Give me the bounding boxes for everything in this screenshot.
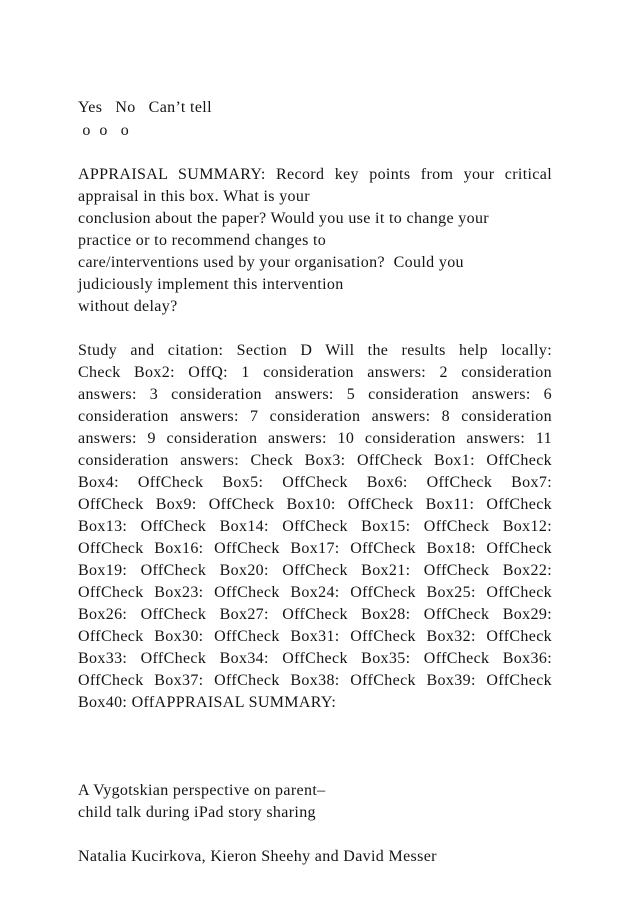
appraisal-line: without delay?	[78, 298, 178, 315]
form-line: OffCheck Box23: OffCheck Box24: OffCheck Box25: OffCheck	[78, 584, 552, 601]
article-authors: Natalia Kucirkova, Kieron Sheehy and David Messer	[78, 848, 437, 865]
answer-options-header: Yes No Can’t tell	[78, 99, 212, 116]
form-line: consideration answers: 7 consideration answers: 8 consideration	[78, 408, 552, 425]
form-line: OffCheck Box37: OffCheck Box38: OffCheck Box39: OffCheck	[78, 672, 552, 689]
form-line: Box19: OffCheck Box20: OffCheck Box21: OffCheck Box22:	[78, 562, 552, 579]
appraisal-line: care/interventions used by your organisation? Could you	[78, 254, 464, 271]
appraisal-line: appraisal in this box. What is your	[78, 188, 310, 205]
appraisal-line: conclusion about the paper? Would you use it to change your	[78, 210, 489, 227]
form-line: OffCheck Box9: OffCheck Box10: OffCheck Box11: OffCheck	[78, 496, 552, 513]
answer-radio-row: o o o	[78, 122, 130, 139]
form-line: answers: 9 consideration answers: 10 consideration answers: 11	[78, 430, 552, 447]
form-line: Study and citation: Section D Will the results help locally:	[78, 342, 552, 359]
form-line: Box40: OffAPPRAISAL SUMMARY:	[78, 694, 337, 711]
form-line: consideration answers: Check Box3: OffCheck Box1: OffCheck	[78, 452, 552, 469]
article-title-line: child talk during iPad story sharing	[78, 804, 316, 821]
form-line: Box4: OffCheck Box5: OffCheck Box6: OffCheck Box7:	[78, 474, 552, 491]
article-title-line: A Vygotskian perspective on parent–	[78, 782, 326, 799]
form-line: Box13: OffCheck Box14: OffCheck Box15: OffCheck Box12:	[78, 518, 552, 535]
appraisal-line: judiciously implement this intervention	[78, 276, 344, 293]
form-line: OffCheck Box16: OffCheck Box17: OffCheck Box18: OffCheck	[78, 540, 552, 557]
form-line: answers: 3 consideration answers: 5 consideration answers: 6	[78, 386, 552, 403]
appraisal-line: practice or to recommend changes to	[78, 232, 327, 249]
form-line: Box26: OffCheck Box27: OffCheck Box28: OffCheck Box29:	[78, 606, 552, 623]
form-line: OffCheck Box30: OffCheck Box31: OffCheck Box32: OffCheck	[78, 628, 552, 645]
form-line: Check Box2: OffQ: 1 consideration answers: 2 consideration	[78, 364, 552, 381]
form-line: Box33: OffCheck Box34: OffCheck Box35: OffCheck Box36:	[78, 650, 552, 667]
appraisal-line: APPRAISAL SUMMARY: Record key points from your critical	[78, 166, 552, 183]
